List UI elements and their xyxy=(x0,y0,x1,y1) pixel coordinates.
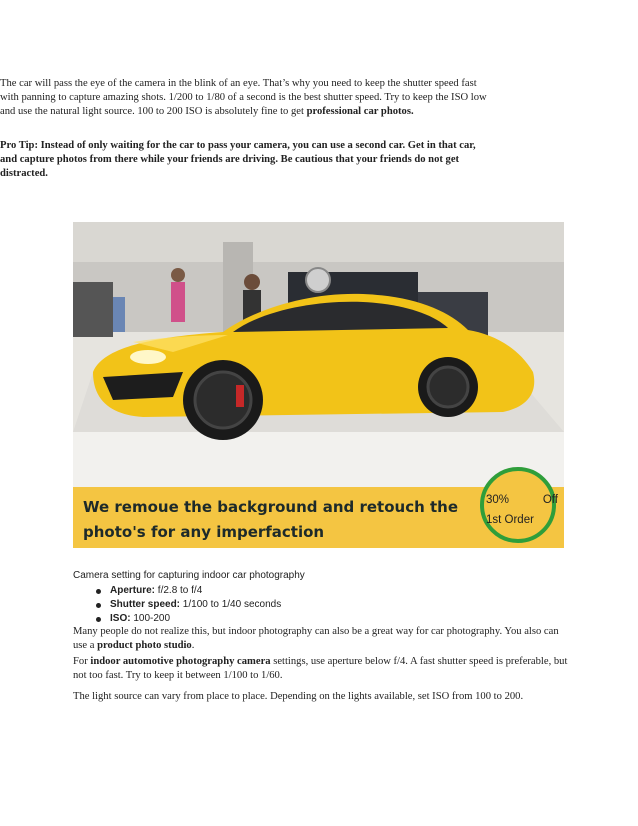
offer-off: Off xyxy=(542,494,558,506)
list-item xyxy=(96,612,281,626)
paragraph-text: . xyxy=(191,640,195,652)
paragraph-text: The car will pass the eye of the camera in the blink of an eye. That’s why you need to keep the shutter speed fast with panning to capture amazing shots. 1/200 to 1/80 of a second is the best shutter speed. Try to keep the ISO low and use the natural light source. 100 to 200 ISO is absolutely fine to get xyxy=(0,78,487,118)
list-item-label: ISO: xyxy=(110,613,131,624)
offer-order: 1st Order xyxy=(486,514,534,526)
list-item-label: Shutter speed: xyxy=(110,599,181,610)
bold-phrase: indoor automotive photography camera xyxy=(90,656,271,667)
paragraph-light-source: The light source can vary from place to place. Depending on the lights available, set ISO from 100 to 200. xyxy=(73,691,524,702)
list-item-value: 1/100 to 1/40 seconds xyxy=(180,599,282,610)
pro-tip-paragraph: Pro Tip: Instead of only waiting for the car to pass your camera, you can use a second car. Get in that car, and capture photos from there while your friends are driving. Be cautious that your friends do not get distracted. xyxy=(0,140,476,180)
offer-percent-line xyxy=(486,494,558,506)
list-item-label: Aperture: xyxy=(110,585,156,596)
indoor-settings-heading: Camera setting for capturing indoor car photography xyxy=(73,570,305,581)
paragraph-text: Many people do not realize this, but indoor photography can also be a great way for car photography. You also can use a xyxy=(73,626,559,652)
offer-percent: 30% xyxy=(486,494,510,506)
paragraph-text: For xyxy=(73,656,91,667)
list-item-value: f/2.8 to f/4 xyxy=(155,585,203,596)
list-item xyxy=(96,598,281,612)
paragraph-shutter-speed xyxy=(0,77,495,120)
paragraph-indoor xyxy=(73,625,568,653)
banner-line-1: We remoue the background and retouch the xyxy=(83,498,459,516)
promo-image xyxy=(73,222,564,548)
paragraph-text: settings, use aperture below f/4. A fast shutter speed is preferable, but not too fast. Try to keep it between 1/100 to 1/60. xyxy=(73,656,568,682)
banner-text xyxy=(83,495,463,545)
paragraph-indoor-settings xyxy=(73,655,568,683)
product-photo-studio-link[interactable]: product photo studio xyxy=(97,640,192,652)
list-item-value: 100-200 xyxy=(130,613,171,624)
indoor-settings-list xyxy=(73,584,281,626)
list-item xyxy=(96,584,281,598)
banner-line-2: photo's for any imperfaction xyxy=(83,523,325,541)
bold-phrase: professional car photos. xyxy=(306,106,414,118)
